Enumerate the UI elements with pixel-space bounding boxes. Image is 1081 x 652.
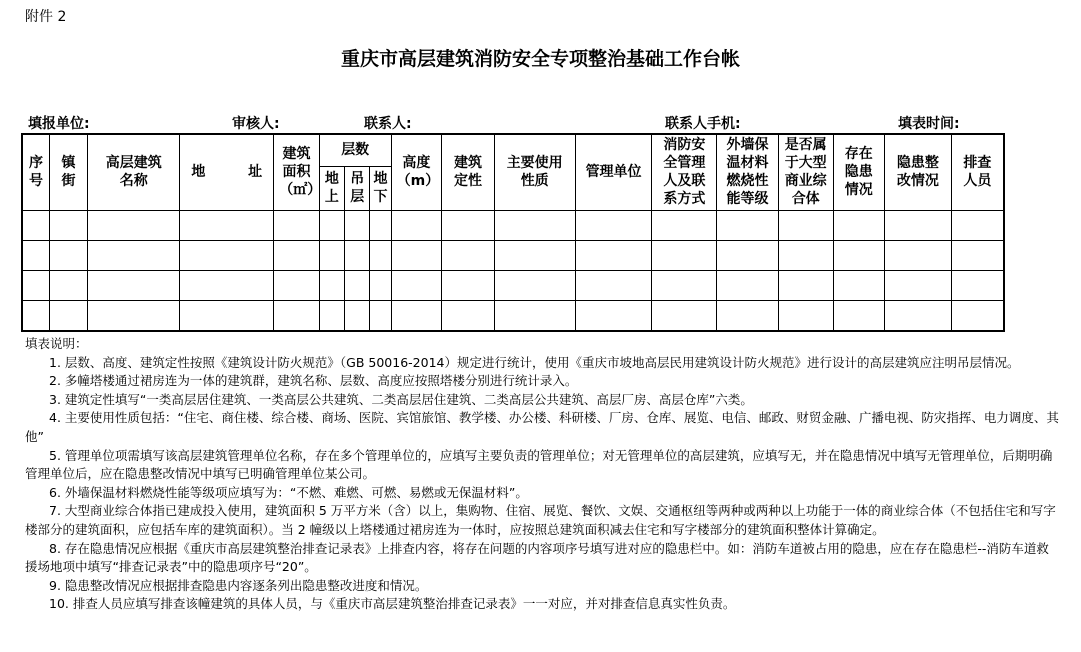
notes-heading: 填表说明： — [25, 336, 88, 351]
header-floors-above: 地上 — [319, 166, 344, 210]
table-cell[interactable] — [319, 270, 344, 300]
table-cell[interactable] — [778, 210, 833, 240]
table-cell[interactable] — [391, 300, 442, 331]
table-cell[interactable] — [88, 210, 180, 240]
fill-phone-label: 联系人手机: — [665, 116, 741, 132]
table-cell[interactable] — [180, 240, 274, 270]
table-cell[interactable] — [778, 270, 833, 300]
header-town: 镇街 — [49, 134, 87, 210]
header-floors-hang: 吊层 — [345, 166, 370, 210]
note-item-7: 7. 大型商业综合体指已建成投入使用，建筑面积 5 万平方米（含）以上，集购物、住宿、展览、餐饮、文娱、交通枢纽等两种或两种以上功能于一体的商业综合体（不包括住宅和写字楼部分的建筑面积，应包括车库的建筑面积）。当 2 幢级以上塔楼通过裙房连为一体时，应按照总建筑面积减去住宅和写字楼部分的建筑面积整体计算确定。 — [25, 503, 1056, 537]
table-cell[interactable] — [575, 240, 652, 270]
attachment-label: 附件 2 — [25, 9, 67, 25]
table-cell[interactable] — [391, 240, 442, 270]
table-cell[interactable] — [345, 210, 370, 240]
table-cell[interactable] — [370, 240, 391, 270]
table-row — [22, 270, 1004, 300]
table-row — [22, 210, 1004, 240]
table-cell[interactable] — [885, 300, 952, 331]
header-area: 建筑面积（㎡） — [274, 134, 320, 210]
header-nature: 建筑定性 — [442, 134, 495, 210]
table-cell[interactable] — [22, 240, 49, 270]
table-cell[interactable] — [274, 270, 320, 300]
table-cell[interactable] — [442, 270, 495, 300]
table-cell[interactable] — [951, 300, 1004, 331]
table-cell[interactable] — [22, 270, 49, 300]
table-cell[interactable] — [345, 300, 370, 331]
table-cell[interactable] — [494, 240, 575, 270]
note-item-10: 10. 排查人员应填写排查该幢建筑的具体人员，与《重庆市高层建筑整治排查记录表》一一对应，并对排查信息真实性负责。 — [49, 596, 736, 612]
notes-section — [25, 335, 1060, 614]
table-cell[interactable] — [49, 270, 87, 300]
header-insulation: 外墙保温材料燃烧性能等级 — [717, 134, 779, 210]
table-cell[interactable] — [652, 240, 717, 270]
table-cell[interactable] — [345, 240, 370, 270]
table-cell[interactable] — [274, 300, 320, 331]
table-cell[interactable] — [885, 270, 952, 300]
table-cell[interactable] — [951, 240, 1004, 270]
table-cell[interactable] — [717, 240, 779, 270]
page-title: 重庆市高层建筑消防安全专项整治基础工作台帐 — [340, 48, 740, 70]
table-row — [22, 240, 1004, 270]
table-cell[interactable] — [319, 300, 344, 331]
table-cell[interactable] — [391, 270, 442, 300]
table-cell[interactable] — [833, 300, 885, 331]
table-row — [22, 300, 1004, 331]
table-cell[interactable] — [778, 300, 833, 331]
ledger-table — [21, 133, 1005, 332]
table-cell[interactable] — [442, 210, 495, 240]
table-cell[interactable] — [22, 210, 49, 240]
table-cell[interactable] — [180, 300, 274, 331]
table-cell[interactable] — [951, 210, 1004, 240]
table-cell[interactable] — [652, 300, 717, 331]
table-cell[interactable] — [274, 240, 320, 270]
table-cell[interactable] — [49, 300, 87, 331]
fill-unit-label: 填报单位: — [28, 116, 90, 132]
header-height: 高度（m） — [391, 134, 442, 210]
header-hazards: 存在隐患情况 — [833, 134, 885, 210]
table-cell[interactable] — [22, 300, 49, 331]
table-cell[interactable] — [575, 270, 652, 300]
table-cell[interactable] — [391, 210, 442, 240]
header-floors: 层数 — [319, 134, 391, 166]
table-cell[interactable] — [494, 210, 575, 240]
header-commercial: 是否属于大型商业综合体 — [778, 134, 833, 210]
table-cell[interactable] — [717, 210, 779, 240]
table-cell[interactable] — [88, 270, 180, 300]
note-item-8: 8. 存在隐患情况应根据《重庆市高层建筑整治排查记录表》上排查内容，将存在问题的内容项序号填写进对应的隐患栏中。如：消防车道被占用的隐患，应在存在隐患栏--消防车道救援场地项中填写“排查记录表”中的隐患项序号“20”。 — [25, 540, 1049, 575]
header-name: 高层建筑名称 — [88, 134, 180, 210]
table-cell[interactable] — [370, 300, 391, 331]
table-cell[interactable] — [49, 210, 87, 240]
header-fire-contact: 消防安全管理人及联系方式 — [652, 134, 717, 210]
table-cell[interactable] — [575, 210, 652, 240]
table-cell[interactable] — [833, 240, 885, 270]
table-cell[interactable] — [442, 300, 495, 331]
table-cell[interactable] — [717, 270, 779, 300]
table-cell[interactable] — [180, 210, 274, 240]
header-floors-below: 地下 — [370, 166, 391, 210]
table-cell[interactable] — [88, 240, 180, 270]
note-item-6: 6. 外墙保温材料燃烧性能等级项应填写为：“不燃、难燃、可燃、易燃或无保温材料”。 — [49, 484, 528, 500]
header-inspector: 排查人员 — [951, 134, 1004, 210]
table-cell[interactable] — [442, 240, 495, 270]
fill-contact-label: 联系人: — [364, 116, 412, 132]
table-cell[interactable] — [494, 300, 575, 331]
table-cell[interactable] — [88, 300, 180, 331]
table-cell[interactable] — [274, 210, 320, 240]
header-rectify: 隐患整改情况 — [885, 134, 952, 210]
header-mgmt: 管理单位 — [575, 134, 652, 210]
table-cell[interactable] — [652, 270, 717, 300]
header-seq: 序号 — [22, 134, 49, 210]
note-item-2: 2. 多幢塔楼通过裙房连为一体的建筑群，建筑名称、层数、高度应按照塔楼分别进行统计录入。 — [49, 373, 578, 389]
header-use: 主要使用性质 — [494, 134, 575, 210]
table-cell[interactable] — [885, 240, 952, 270]
table-cell[interactable] — [370, 270, 391, 300]
table-cell[interactable] — [319, 210, 344, 240]
table-cell[interactable] — [345, 270, 370, 300]
table-cell[interactable] — [49, 240, 87, 270]
note-item-5: 5. 管理单位项需填写该高层建筑管理单位名称，存在多个管理单位的，应填写主要负责的管理单位；对无管理单位的高层建筑，应填写无，并在隐患情况中填写无管理单位，后期明确管理单位后，应在隐患整改情况中填写已明确管理单位某公司。 — [25, 447, 1053, 482]
table-cell[interactable] — [833, 210, 885, 240]
table-cell[interactable] — [180, 270, 274, 300]
note-item-3: 3. 建筑定性填写“一类高层居住建筑、一类高层公共建筑、二类高层居住建筑、二类高层公共建筑、高层厂房、高层仓库”六类。 — [49, 391, 753, 407]
table-cell[interactable] — [951, 270, 1004, 300]
table-cell[interactable] — [717, 300, 779, 331]
table-cell[interactable] — [833, 270, 885, 300]
fill-date-label: 填表时间: — [898, 116, 960, 132]
table-cell[interactable] — [652, 210, 717, 240]
note-item-9: 9. 隐患整改情况应根据排查隐患内容逐条列出隐患整改进度和情况。 — [49, 577, 428, 593]
table-cell[interactable] — [494, 270, 575, 300]
header-address: 地 址 — [180, 134, 274, 210]
note-item-1: 1. 层数、高度、建筑定性按照《建筑设计防火规范》（GB 50016-2014）规定进行统计，使用《重庆市坡地高层民用建筑设计防火规范》进行设计的高层建筑应注明吊层情况。 — [49, 354, 1020, 370]
table-cell[interactable] — [575, 300, 652, 331]
table-cell[interactable] — [885, 210, 952, 240]
fill-reviewer-label: 审核人: — [232, 116, 280, 132]
table-cell[interactable] — [370, 210, 391, 240]
table-cell[interactable] — [778, 240, 833, 270]
table-cell[interactable] — [319, 240, 344, 270]
note-item-4: 4. 主要使用性质包括：“住宅、商住楼、综合楼、商场、医院、宾馆旅馆、教学楼、办公楼、科研楼、厂房、仓库、展览、电信、邮政、财贸金融、广播电视、防灾指挥、电力调度、其他” — [25, 410, 1059, 444]
